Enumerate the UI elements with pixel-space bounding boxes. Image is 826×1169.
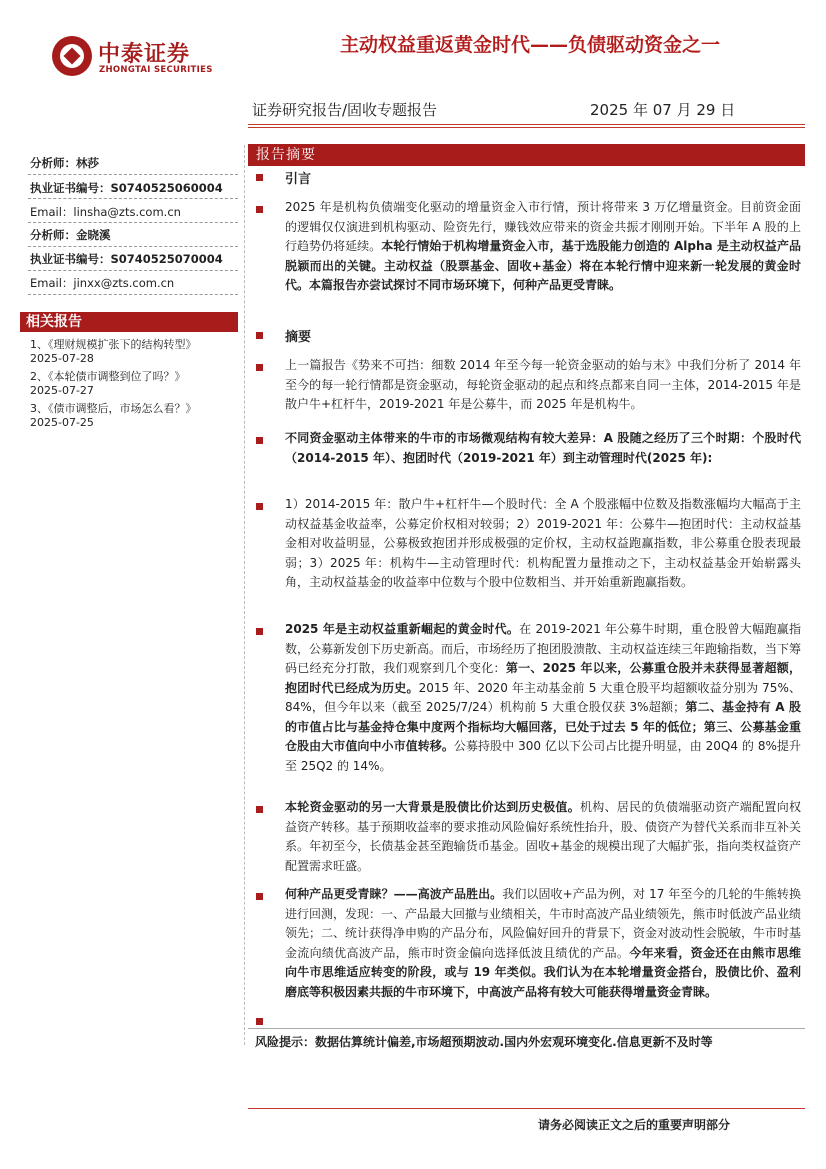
bullet-marker <box>256 893 263 900</box>
related-report-link[interactable]: 2、《本轮债市调整到位了吗？》 <box>30 370 186 383</box>
report-title: 主动权益重返黄金时代——负债驱动资金之一 <box>339 34 720 56</box>
footer-disclaimer: 请务必阅读正文之后的重要声明部分 <box>538 1118 731 1132</box>
abstract-paragraph-1: 上一篇报告《势来不可挡：细数 2014 年至今每一轮资金驱动的始与末》中我们分析了 2014 年至今的每一轮行情都是资金驱动，每轮资金驱动的起点和终点都来自同一主体，2014-2015 年是散户牛+杠杆牛，2019-2021 年是公募牛，而 2025 年是机构牛。 <box>285 358 801 411</box>
abstract-paragraph-2: 不同资金驱动主体带来的牛市的市场微观结构有较大差异：A 股随之经历了三个时期：个股时代（2014-2015 年）、抱团时代（2019-2021 年）到主动管理时代(2025 年): <box>285 431 801 465</box>
sidebar-divider <box>28 222 238 223</box>
bullet-marker <box>256 437 263 444</box>
report-type: 证券研究报告/固收专题报告 <box>252 101 438 119</box>
analyst-2-email[interactable]: Email：jinxx@zts.com.cn <box>30 276 175 290</box>
header-divider <box>248 124 805 125</box>
sidebar-divider <box>28 174 238 175</box>
sidebar-divider <box>28 198 238 199</box>
sidebar-divider <box>28 246 238 247</box>
column-separator <box>244 145 246 1045</box>
related-report-date: 2025-07-25 <box>30 416 94 429</box>
logo-text-en: ZHONGTAI SECURITIES <box>99 65 213 75</box>
header-divider-thin <box>248 127 805 128</box>
related-report-link[interactable]: 1、《理财规模扩张下的结构转型》 <box>30 338 197 351</box>
analyst-1-email[interactable]: Email：linsha@zts.com.cn <box>30 205 181 219</box>
intro-paragraph: 2025 年是机构负债端变化驱动的增量资金入市行情，预计将带来 3 万亿增量资金。目前资金面的逻辑仅仅演进到机构驱动、险资先行，赚钱效应带来的资金共振才刚刚开始。下半年 A 股的上行趋势仍将延续。本轮行情始于机构增量资金入市，基于选股能力创造的 Alpha 是主动权益产品脱颖而出的关键。主动权益（股票基金、固收+基金）将在本轮行情中迎来新一轮发展的黄金时代。本篇报告亦尝试探讨不同市场环境下，何种产品更受青睐。 <box>285 200 801 292</box>
bullet-marker <box>256 806 263 813</box>
risk-warning: 风险提示：数据估算统计偏差,市场超预期波动.国内外宏观环境变化.信息更新不及时等 <box>255 1035 713 1049</box>
summary-header: 报告摘要 <box>248 144 805 166</box>
company-logo <box>52 36 212 80</box>
intro-heading: 引言 <box>285 172 312 187</box>
report-date: 2025 年 07 月 29 日 <box>590 101 736 119</box>
abstract-paragraph-4: 2025 年是主动权益重新崛起的黄金时代。在 2019-2021 年公募牛时期，重仓股曾大幅跑赢指数，公募新发创下历史新高。而后，市场经历了抱团股溃散、主动权益连续三年跑输指数，当下筹码已经充分打散，我们观察到几个变化：第一、2025 年以来，公募重仓股并未获得显著超额，抱团时代已经成为历史。2015 年、2020 年主动基金前 5 大重仓股平均超额收益分别为 75%、84%，但今年以来（截至 2025/7/24）机构前 5 大重仓股仅获 3%超额；第二、基金持有 A 股的市值占比与基金持仓集中度两个指标均大幅回落，已处于过去 5 年的低位；第三、公募基金重仓股由大市值向中小市值转移。公募持股中 300 亿以下公司占比提升明显，由 20Q4 的 8%提升至 25Q2 的 14%。 <box>285 622 802 773</box>
abstract-paragraph-5: 本轮资金驱动的另一大背景是股债比价达到历史极值。机构、居民的负债端驱动资产端配置向权益资产转移。基于预期收益率的要求推动风险偏好系统性抬升，股、债资产为替代关系而非互补关系。年初至今，长债基金甚至跑输货币基金。固收+基金的规模出现了大幅扩张，指向类权益资产配置需求旺盛。 <box>285 800 802 873</box>
related-report-date: 2025-07-28 <box>30 352 94 365</box>
bullet-marker <box>256 628 263 635</box>
logo-text-cn: 中泰证券 <box>98 42 191 67</box>
sidebar-divider <box>28 270 238 271</box>
abstract-paragraph-3: 1）2014-2015 年：散户牛+杠杆牛—个股时代：全 A 个股涨幅中位数及指数涨幅均大幅高于主动权益基金收益率，公募定价权相对较弱；2）2019-2021 年：公募牛—抱团时代：主动权益基金相对收益明显，公募极致抱团并形成极强的定价权，主动权益跑赢指数，非公募重仓股表现最弱；3）2025 年：机构牛—主动管理时代：机构配置力量推动之下，主动权益基金开始崭露头角，主动权益基金的收益率中位数与个股中位数相当、并开始重新跑赢指数。 <box>285 497 801 589</box>
bullet-marker <box>256 364 263 371</box>
bullet-marker <box>256 174 263 181</box>
sidebar-divider <box>28 294 238 295</box>
analyst-1-cert: 执业证书编号：S0740525060004 <box>30 181 223 195</box>
analyst-2-cert: 执业证书编号：S0740525070004 <box>30 252 223 266</box>
footer-divider <box>248 1108 805 1109</box>
abstract-heading: 摘要 <box>285 330 312 345</box>
related-report-date: 2025-07-27 <box>30 384 94 397</box>
bullet-marker <box>256 206 263 213</box>
related-report-link[interactable]: 3、《债市调整后，市场怎么看？》 <box>30 402 197 415</box>
bullet-marker <box>256 1018 263 1025</box>
bullet-marker <box>256 332 263 339</box>
analyst-2-name: 分析师：金晓溪 <box>30 228 111 242</box>
bullet-marker <box>256 503 263 510</box>
abstract-paragraph-6: 何种产品更受青睐？——高波产品胜出。我们以固收+产品为例，对 17 年至今的几轮的牛熊转换进行回测，发现：一、产品最大回撤与业绩相关，牛市时高波产品业绩领先，熊市时低波产品业绩领先；二、统计获得净申购的产品分布，风险偏好回升的背景下，资金对波动性会脱敏，牛市时基金流向绩优高波产品，熊市时资金偏向选择低波且绩优的产品。今年来看，资金还在由熊市思维向牛市思维适应转变的阶段，或与 19 年类似。我们认为在本轮增量资金搭台，股债比价、盈利磨底等积极因素共振的牛市环境下，中高波产品将有较大可能获得增量资金青睐。 <box>285 887 802 999</box>
analyst-1-name: 分析师：林莎 <box>30 156 99 170</box>
risk-divider <box>248 1028 805 1029</box>
logo-emblem-icon <box>52 36 92 76</box>
related-reports-header: 相关报告 <box>20 312 238 332</box>
